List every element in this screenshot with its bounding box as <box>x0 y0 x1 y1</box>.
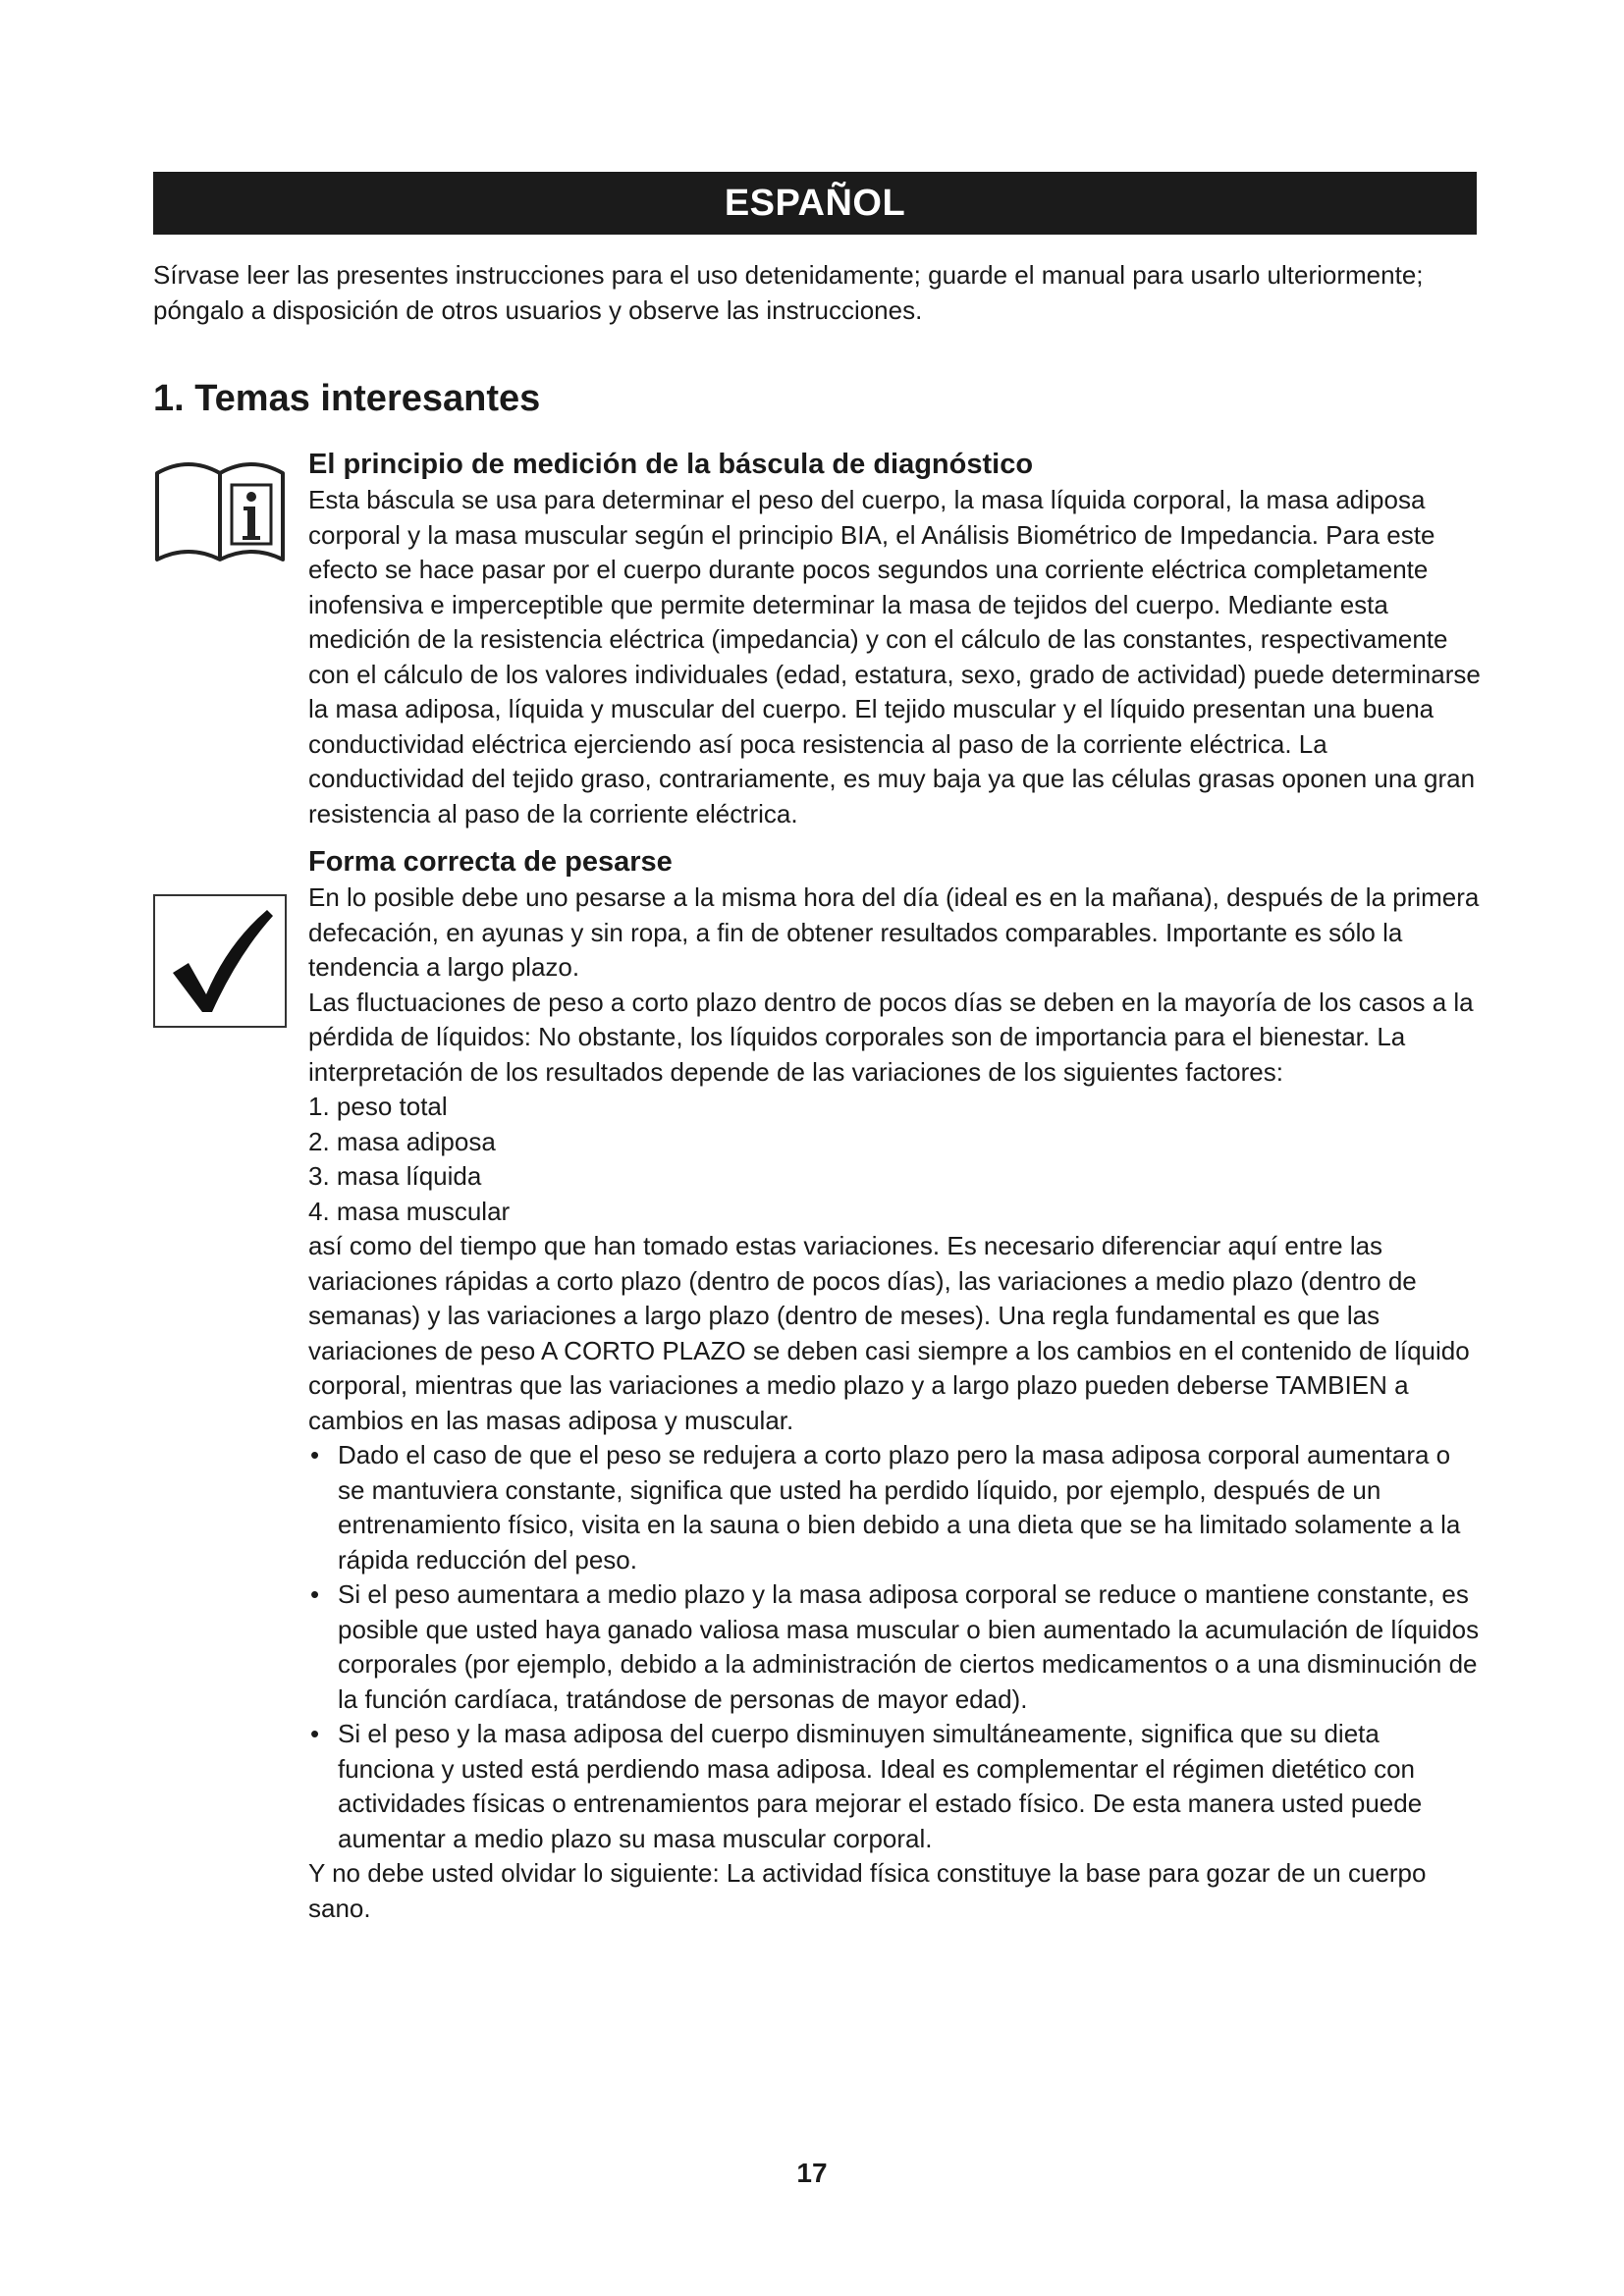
language-banner <box>153 172 1477 235</box>
language-title: ESPAÑOL <box>724 182 906 224</box>
list-item: 1. peso total <box>308 1092 448 1121</box>
section-title: 1. Temas interesantes <box>153 378 541 419</box>
checkmark-icon <box>153 894 287 1028</box>
closing-paragraph: Y no debe usted olvidar lo siguiente: La actividad física constituye la base para gozar de un cuerpo sano. <box>308 1858 1427 1923</box>
list-item: • Si el peso y la masa adiposa del cuerpo disminuyen simultáneamente, significa que su dieta funciona y usted está perdiendo masa adiposa. Ideal es complementar el régimen dietético con actividades físicas o entrenamientos para mejorar el estado físico. De esta manera usted puede aumentar a medio plazo su masa muscular corporal. <box>308 1717 1483 1856</box>
list-item: • Si el peso aumentara a medio plazo y la masa adiposa corporal se reduce o mantiene constante, es posible que usted haya ganado valiosa masa muscular o bien aumentado la acumulación de líquidos corporales (por ejemplo, debido a la administración de ciertos medicamentos o a una disminución de la función cardíaca, tratándose de personas de mayor edad). <box>308 1577 1483 1717</box>
content-column <box>308 446 1483 1926</box>
list-item: 2. masa adiposa <box>308 1126 496 1156</box>
list-item: • Dado el caso de que el peso se redujera a corto plazo pero la masa adiposa corporal aumentara o se mantuviera constante, significa que usted ha perdido líquido, por ejemplo, después de un entrenamiento físico, visita en la sauna o bien debido a una dieta que se ha limitado solamente a la rápida reducción del peso. <box>308 1438 1483 1577</box>
weighing-paragraph-2: Las fluctuaciones de peso a corto plazo dentro de pocos días se deben en la mayoría de los casos a la pérdida de líquidos: No obstante, los líquidos corporales son de importancia para el bienestar. La interpretación de los resultados depende de las variaciones de los siguientes factores: <box>308 987 1474 1087</box>
weighing-heading: Forma correcta de pesarse <box>308 846 673 878</box>
weighing-paragraph-1: En lo posible debe uno pesarse a la misma hora del día (ideal es en la mañana), después de la primera defecación, en ayunas y sin ropa, a fin de obtener resultados comparables. Importante es sólo la tendencia a largo plazo. <box>308 882 1480 982</box>
factors-list <box>308 1090 1483 1229</box>
page-number: 17 <box>796 2158 828 2188</box>
principle-heading: El principio de medición de la báscula de diagnóstico <box>308 449 1034 480</box>
principle-text: Esta báscula se usa para determinar el peso del cuerpo, la masa líquida corporal, la masa adiposa corporal y la masa muscular según el principio BIA, el Análisis Biométrico de Impedancia. Para este efecto se hace pasar por el cuerpo durante pocos segundos una corriente eléctrica completamente inofensiva e imperceptible que permite determinar la masa de tejidos del cuerpo. Mediante esta medición de la resistencia eléctrica (impedancia) y con el cálculo de las constantes, respectivamente con el cálculo de los valores individuales (edad, estatura, sexo, grado de actividad) puede determinarse la masa adiposa, líquida y muscular del cuerpo. El tejido muscular y el líquido presentan una buena conductividad eléctrica ejerciendo así poca resistencia al paso de la corriente eléctrica. La conductividad del tejido graso, contrariamente, es muy baja ya que las células grasas oponen una gran resistencia al paso de la corriente eléctrica. <box>308 485 1481 828</box>
bullet-list <box>308 1438 1483 1856</box>
intro-paragraph: Sírvase leer las presentes instrucciones para el uso detenidamente; guarde el manual para usarlo ulteriormente; póngalo a disposición de otros usuarios y observe las instrucciones. <box>153 260 1424 325</box>
list-item: 3. masa líquida <box>308 1161 482 1191</box>
info-icon <box>153 457 287 565</box>
list-item: 4. masa muscular <box>308 1196 511 1226</box>
weighing-paragraph-3: así como del tiempo que han tomado estas variaciones. Es necesario diferenciar aquí entre las variaciones rápidas a corto plazo (dentro de pocos días), las variaciones a medio plazo (dentro de semanas) y las variaciones a largo plazo (dentro de meses). Una regla fundamental es que las variaciones de peso A CORTO PLAZO se deben casi siempre a los cambios en el contenido de líquido corporal, mientras que las variaciones a medio plazo y a largo plazo pueden deberse TAMBIEN a cambios en las masas adiposa y muscular. <box>308 1231 1470 1435</box>
